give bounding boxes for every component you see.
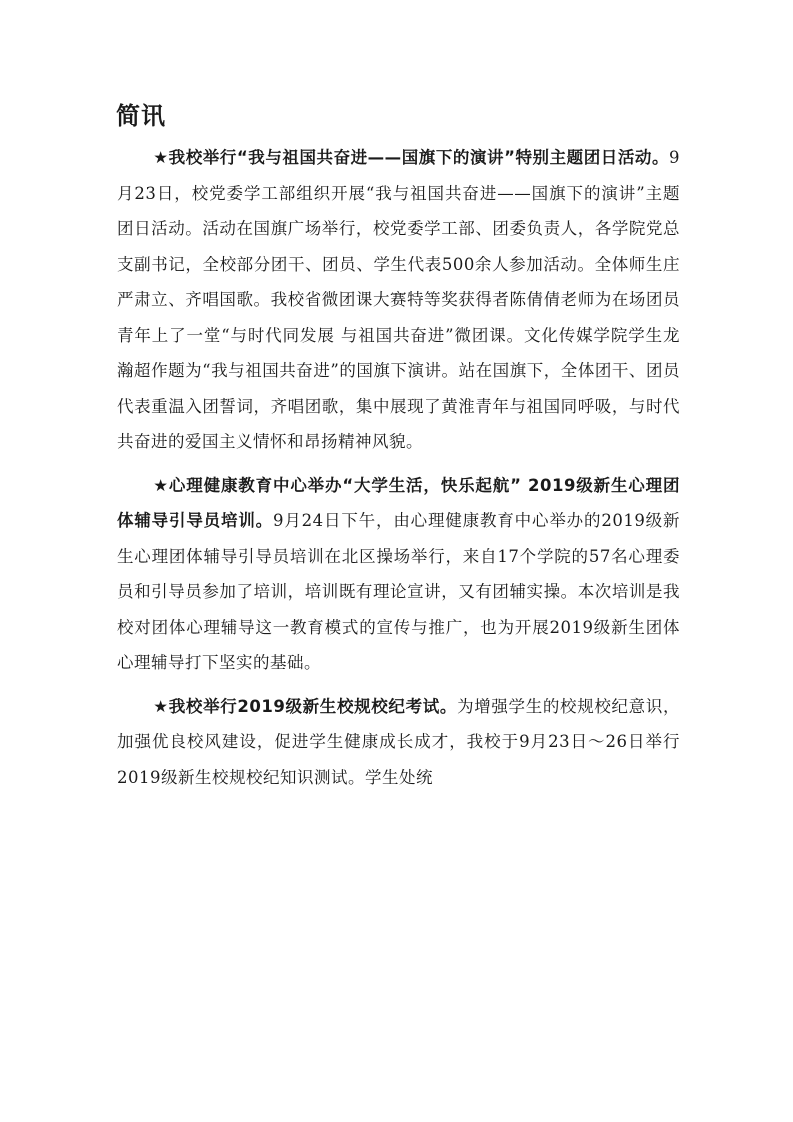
page-heading: 简讯 <box>116 101 166 130</box>
news-list <box>117 140 680 803</box>
news-item-body: 为增强学生的校规校纪意识，加强优良校风建设，促进学生健康成长成才，我校于9月23日～26日举行2019级新生校规校纪知识测试。学生处统 <box>117 696 680 787</box>
news-item-flag-speech <box>117 140 680 460</box>
news-item-psych-training <box>117 468 680 681</box>
news-item-lead: ★我校举行2019级新生校规校纪考试。 <box>153 696 458 716</box>
news-item-lead: ★心理健康教育中心举办“大学生活，快乐起航” 2019级新生心理团体辅导引导员培训。 <box>117 475 680 530</box>
news-item-rules-exam <box>117 689 680 796</box>
news-item-body: 9月23日，校党委学工部组织开展“我与祖国共奋进——国旗下的演讲”主题团日活动。活动在国旗广场举行，校党委学工部、团委负责人，各学院党总支副书记，全校部分团干、团员、学生代表500余人参加活动。全体师生庄严肃立、齐唱国歌。我校省微团课大赛特等奖获得者陈倩倩老师为在场团员青年上了一堂“与时代同发展 与祖国共奋进”微团课。文化传媒学院学生龙瀚超作题为“我与祖国共奋进”的国旗下演讲。站在国旗下，全体团干、团员代表重温入团誓词，齐唱团歌，集中展现了黄淮青年与祖国同呼吸，与时代共奋进的爱国主义情怀和昂扬精神风貌。 <box>117 148 680 451</box>
news-item-lead: ★我校举行“我与祖国共奋进——国旗下的演讲”特别主题团日活动。 <box>153 148 669 167</box>
news-item-body: 9月24日下午，由心理健康教育中心举办的2019级新生心理团体辅导引导员培训在北区操场举行，来自17个学院的57名心理委员和引导员参加了培训，培训既有理论宣讲，又有团辅实操。本次培训是我校对团体心理辅导这一教育模式的宣传与推广，也为开展2019级新生团体心理辅导打下坚实的基础。 <box>117 511 680 672</box>
